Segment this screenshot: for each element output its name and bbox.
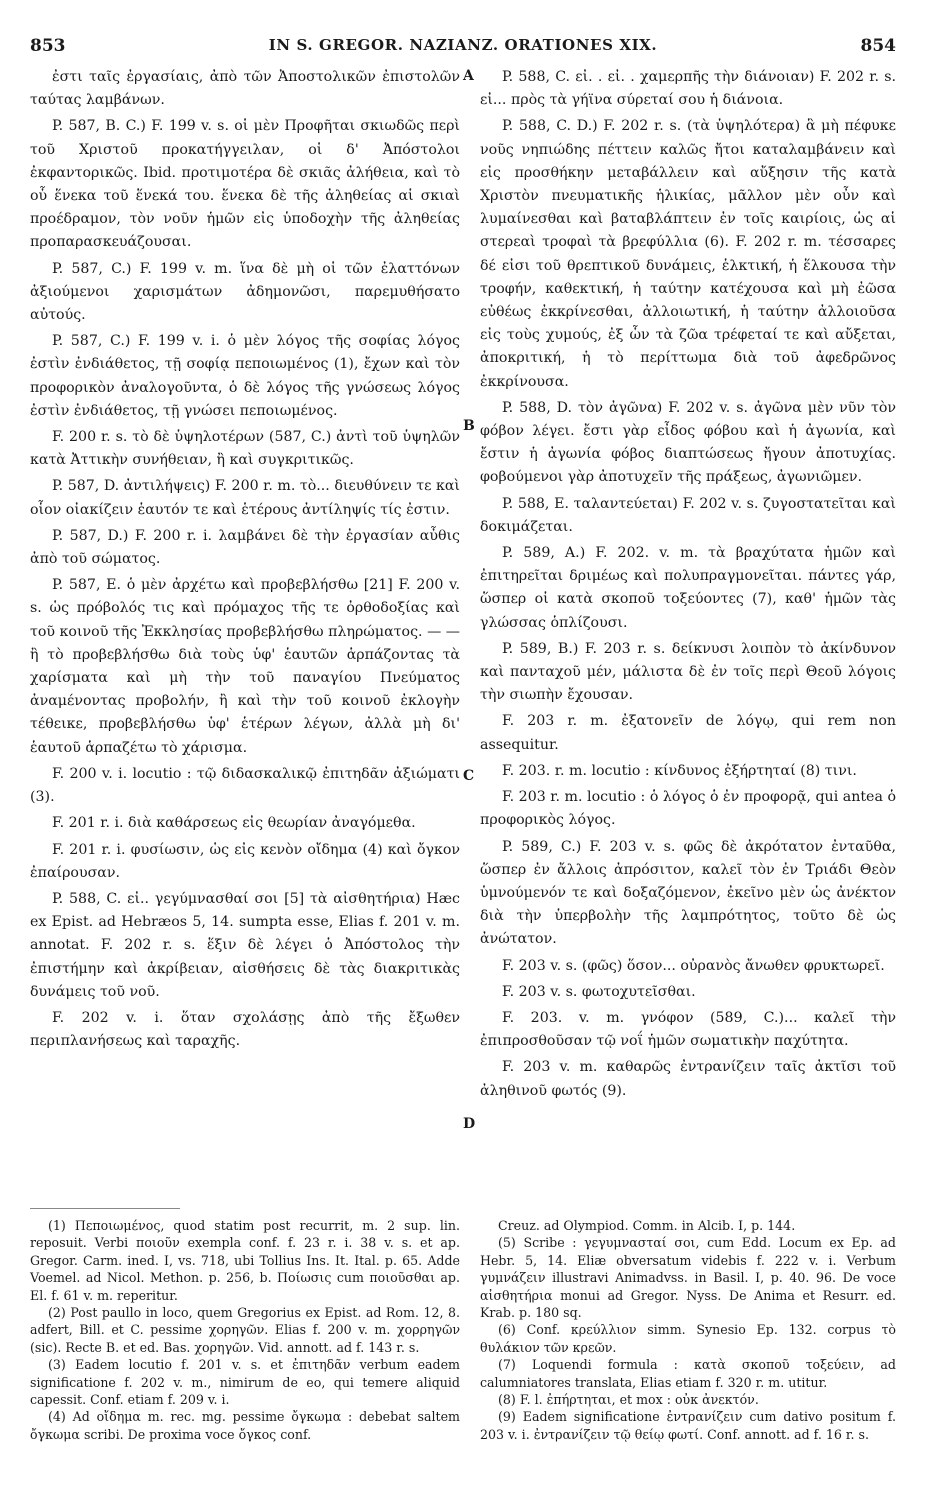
left-paragraph: F. 201 r. i. φυσίωσιν, ὡς εἰς κενὸν οἴδημα (4) καὶ ὄγκον ἐπαίρουσαν. — [30, 841, 460, 881]
footnotes-right — [480, 1217, 896, 1443]
right-paragraph: P. 588, C. D.) F. 202 r. s. (τὰ ὑψηλότερα) ἃ μὴ πέφυκε νοῦς νηπιώδης πέττειν καλῶς ἤτοι καταλαμβάνειν καὶ εἰς προσθήκην μεταβάλλειν καὶ αὔξησιν τῆς κατὰ Χριστὸν πνευματικῆς ἡλικίας, μᾶλλον μὲν οὖν καὶ λυμαίνεσθαι καὶ βαταβλάπτειν ἐν τοῖς καιρίοις, ὡς αἱ στερεαὶ τροφαὶ τὰ βρεφύλλια (6). F. 202 r. m. τέσσαρες δέ εἰσι τοῦ θρεπτικοῦ δυνάμεις, ἑλκτική, ἡ ἕλκουσα τὴν τροφήν, καθεκτική, ἡ ταύτην κατέχουσα καὶ μὴ ἐῶσα εὐθέως ἐκκρίνεσθαι, ἀλλοιωτική, ἡ ταύτην ἀλλοιοῦσα εἰς τοὺς χυμούς, ἐξ ὧν τὰ ζῶα τρέφεταί τε καὶ αὔξεται, ἀποκριτική, ἡ τὸ περίττωμα διὰ τοῦ ἀφεδρῶνος ἐκκρίνουσα. — [480, 118, 896, 390]
footnote: (6) Conf. κρεύλλιον simm. Synesio Ep. 132. corpus τὸ θυλάκιον τῶν κρεῶν. — [480, 1322, 896, 1355]
left-paragraph: P. 587, C.) F. 199 v. m. ἵνα δὲ μὴ οἱ τῶν ἐλαττόνων ἀξιούμενοι χαρισμάτων ἀδημονῶσι, παρεμυθήσατο αὐτούς. — [30, 260, 460, 324]
left-paragraph: F. 200 r. s. τὸ δὲ ὑψηλοτέρων (587, C.) ἀντὶ τοῦ ὑψηλῶν κατὰ Ἀττικὴν συνήθειαν, ἢ καὶ συγκριτικῶς. — [30, 429, 460, 469]
footnote: (7) Loquendi formula : κατὰ σκοποῦ τοξεύειν, ad calumniatores translata, Elias etiam f. 320 r. m. utitur. — [480, 1357, 896, 1390]
left-paragraph: F. 202 v. i. ὅταν σχολάσῃς ἀπὸ τῆς ἔξωθεν περιπλανήσεως καὶ ταραχῆς. — [30, 1009, 460, 1050]
margin-letter-d: D — [463, 1116, 476, 1132]
right-paragraph: P. 588, E. ταλαντεύεται) F. 202 v. s. ζυγοστατεῖται καὶ δοκιμάζεται. — [480, 495, 896, 535]
right-paragraph: F. 203. v. m. γνόφον (589, C.)... καλεῖ τὴν ἐπιπροσθοῦσαν τῷ νοΐ ἡμῶν σωματικὴν παχύτητα. — [480, 1009, 896, 1050]
footnote-divider — [30, 1208, 180, 1209]
right-paragraph: F. 203 v. m. καθαρῶς ἐντρανίζειν ταῖς ἀκτῖσι τοῦ ἀληθινοῦ φωτός (9). — [480, 1059, 896, 1099]
right-paragraph: F. 203 r. m. locutio : ὁ λόγος ὁ ἐν προφορᾷ, qui antea ὁ προφορικὸς λόγος. — [480, 789, 896, 829]
footnote: Creuz. ad Olympiod. Comm. in Alcib. I, p. 144. — [498, 1218, 796, 1233]
right-paragraph: P. 588, C. εἰ. . εἰ. . χαμερπῆς τὴν διάνοιαν) F. 202 r. s. εἰ... πρὸς τὰ γήϊνα σύρεταί σου ἡ διάνοια. — [480, 69, 896, 109]
footnote: (5) Scribe : γεγυμνασταί σοι, cum Edd. Locum ex Ep. ad Hebr. 5, 14. Eliæ obversatum videbis f. 222 v. i. Verbum γυμνάζειν illustravi Animadvss. in Basil. I, p. 40. 96. De voce αἰσθητήρια monui ad Gregor. Nyss. De Anima et Resurr. ed. Krab. p. 180 sq. — [480, 1235, 896, 1321]
right-paragraph: F. 203. r. m. locutio : κίνδυνος ἐξήρτηταί (8) τινι. — [502, 762, 857, 779]
left-paragraph: P. 587, C.) F. 199 v. i. ὁ μὲν λόγος τῆς σοφίας λόγος ἐστὶν ἐνδιάθετος, τῇ σοφίᾳ πεποιωμένος (1), ἔχων καὶ τὸν προφορικὸν ἀναλογοῦντα, ὁ δὲ λόγος τῆς γνώσεως λόγος ἐστὶν ἐνδιάθετος, τῇ γνώσει πεποιωμένος. — [30, 333, 460, 419]
running-header — [30, 36, 896, 58]
left-paragraph: P. 587, B. C.) F. 199 v. s. οἱ μὲν Προφῆται σκιωδῶς περὶ τοῦ Χριστοῦ προκατήγγειλαν, οἱ δ' Ἀπόστολοι ἐκφαντορικῶς. Ibid. προτιμοτέρα δὲ σκιᾶς ἀλήθεια, καὶ τὸ οὗ ἕνεκα τοῦ ἕνεκά του. ἕνεκα δὲ τῆς ἀληθείας αἱ σκιαὶ προέδραμον, τὸν νοῦν ἡμῶν εἰς ὑποδοχὴν τῆς ἀληθείας προπαρασκευάζουσαι. — [30, 118, 460, 251]
left-paragraph: P. 587, D. ἀντιλήψεις) F. 200 r. m. τὸ... διευθύνειν τε καὶ οἷον οἰακίζειν ἑαυτόν τε καὶ ἑτέρους ἀντίληψίς τίς ἐστιν. — [30, 478, 460, 518]
right-paragraph: F. 203 v. s. (φῶς) ὅσον... οὐρανὸς ἄνωθεν φρυκτωρεῖ. — [502, 957, 885, 974]
footnote: (2) Post paullo in loco, quem Gregorius ex Epist. ad Rom. 12, 8. adfert, Bill. et C. pessime χορηγῶν. Elias f. 200 v. m. χορρηγῶν (sic). Recte B. et ed. Bas. χορηγῶν. Vid. annott. ad f. 143 r. s. — [30, 1305, 460, 1355]
running-title: IN S. GREGOR. NAZIANZ. ORATIONES XIX. — [268, 36, 658, 54]
left-paragraph: F. 201 r. i. διὰ καθάρσεως εἰς θεωρίαν ἀναγόμεθα. — [52, 815, 416, 832]
right-paragraph: P. 589, A.) F. 202. v. m. τὰ βραχύτατα ἡμῶν καὶ ἐπιτηρεῖται δριμέως καὶ πολυπραγμονεῖται. πάντες γάρ, ὥσπερ οἱ κατὰ σκοποῦ τοξεύοντες (7), καθ' ἡμῶν τὰς γλώσσας ὁπλίζουσι. — [480, 545, 896, 631]
left-paragraph: P. 587, D.) F. 200 r. i. λαμβάνει δὲ τὴν ἐργασίαν αὖθις ἀπὸ τοῦ σώματος. — [30, 527, 460, 568]
footnote: (4) Ad οἴδημα m. rec. mg. pessime ὄγκωμα : debebat saltem ὄγκωμα scribi. De proxima voce ὄγκος conf. — [30, 1409, 460, 1442]
left-paragraph: P. 588, C. εἰ.. γεγύμνασθαί σοι [5] τὰ αἰσθητήρια) Hæc ex Epist. ad Hebræos 5, 14. sumpta esse, Elias f. 201 v. m. annotat. F. 202 r. s. ἕξιν δὲ λέγει ὁ Ἀπόστολος τὴν ἐπιστήμην καὶ ἀκρίβειαν, αἰσθήσεις δὲ τὰς διακριτικὰς δυνάμεις τοῦ νοῦ. — [30, 890, 460, 1000]
footnote: (9) Eadem significatione ἐντρανίζειν cum dativo positum f. 203 v. i. ἐντρανίζειν τῷ θείῳ φωτί. Conf. annott. ad f. 16 r. s. — [480, 1409, 896, 1442]
left-paragraph: ἐστι ταῖς ἐργασίαις, ἀπὸ τῶν Ἀποστολικῶν ἐπιστολῶν ταύτας λαμβάνων. — [30, 69, 460, 109]
left-paragraph: P. 587, E. ὁ μὲν ἀρχέτω καὶ προβεβλήσθω [21] F. 200 v. s. ὡς πρόβολός τις καὶ πρόμαχος τῆς τε ὀρθοδοξίας καὶ τοῦ κοινοῦ τῆς Ἐκκλησίας προβεβλήσθω πληρώματος. — — ἢ τὸ προβεβλήσθω διὰ τοὺς ὑφ' ἑαυτῶν ἁρπάζοντας τὰ χαρίσματα καὶ μὴ τὴν τοῦ παναγίου Πνεύματος ἀναμένοντας προβολήν, ἢ καὶ τὴν τοῦ κοινοῦ ἐκλογὴν τέθεικε, προβεβλήσθω ὑφ' ἑτέρων λέγων, ἀλλὰ μὴ δι' ἑαυτοῦ ἁρπαζέτω τὸ χάρισμα. — [30, 577, 460, 756]
margin-letter-c: C — [463, 768, 475, 784]
right-column — [480, 66, 896, 1103]
margin-letter-a: A — [463, 68, 474, 84]
page-number-right: 854 — [860, 36, 896, 56]
right-paragraph: P. 588, D. τὸν ἀγῶνα) F. 202 v. s. ἀγῶνα μὲν νῦν τὸν φόβον λέγει. ἔστι γὰρ εἶδος φόβου καὶ ἡ ἀγωνία, καὶ ἔστιν ἡ ἀγωνία φόβος διαπτώσεως ἤγουν ἀποτυχίας. φοβούμενοι γὰρ ἀποτυχεῖν τῆς πράξεως, ἀγωνιῶμεν. — [480, 399, 896, 486]
right-paragraph: F. 203 v. s. φωτοχυτεῖσθαι. — [502, 983, 696, 1000]
margin-letter-b: B — [463, 418, 475, 434]
footnote: (3) Eadem locutio f. 201 v. s. et ἐπιτηδᾶν verbum eadem significatione f. 202 v. m., nimirum de eo, qui temere aliquid capessit. Conf. etiam f. 209 v. i. — [30, 1357, 460, 1408]
page-number-left: 853 — [30, 36, 66, 56]
footnote: (8) F. l. ἐπήρτηται, et mox : οὐκ ἀνεκτόν. — [498, 1392, 759, 1408]
footnotes-left — [30, 1217, 460, 1443]
right-paragraph: P. 589, C.) F. 203 v. s. φῶς δὲ ἀκρότατον ἐνταῦθα, ὥσπερ ἐν ἄλλοις ἀπρόσιτον, καλεῖ τὸν ἐν Τριάδι Θεὸν ὑμνούμενόν τε καὶ δοξαζόμενον, ἐκεῖνο μὲν ὡς ἀνέκτον διὰ τὴν ὑπερβολὴν τῆς λαμπρότητος, τοῦτο δὲ ὡς ἀνώτατον. — [480, 838, 896, 948]
right-paragraph: P. 589, B.) F. 203 r. s. δείκνυσι λοιπὸν τὸ ἀκίνδυνον καὶ πανταχοῦ μέν, μάλιστα δὲ ἐν τοῖς περὶ Θεοῦ λόγοις τὴν σιωπὴν ἔχουσαν. — [480, 640, 896, 704]
left-column — [30, 66, 460, 1053]
right-paragraph: F. 203 r. m. ἐξατονεῖν de λόγῳ, qui rem non assequitur. — [480, 713, 896, 753]
left-paragraph: F. 200 v. i. locutio : τῷ διδασκαλικῷ ἐπιτηδᾶν ἀξιώματι (3). — [30, 765, 460, 806]
footnote: (1) Πεποιωμένος, quod statim post recurrit, m. 2 sup. lin. reposuit. Verbi ποιοῦν exempla conf. f. 23 r. i. 38 v. s. et ap. Gregor. Carm. ined. I, vs. 718, ubi Tollius Ins. It. Ital. p. 65. Adde Voemel. ad Nicol. Methon. p. 256, b. Ποίωσις cum ποιοῦσθαι ap. El. f. 61 v. m. reperitur. — [30, 1218, 460, 1303]
